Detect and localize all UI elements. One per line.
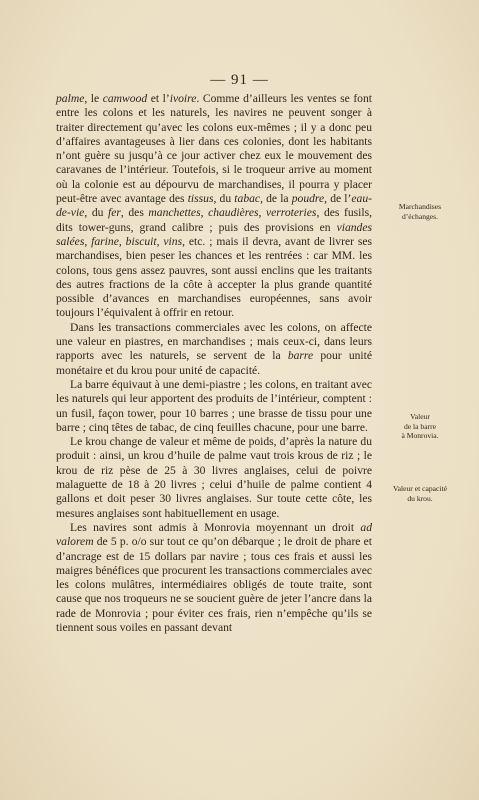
italic-run: poudre — [291, 192, 325, 206]
text-run: , du — [84, 206, 108, 220]
text-run: , — [84, 234, 92, 248]
text-run: , etc. ; mais il devra, avant de livrer ses marchandises, bien peser les chances et les rentrées : car MM. les colons, tous gens assez pauvres, sont aussi enclins que les traitants des autres fractions de la côte à accepter la plus grande quantité possible d’avances en marchandises européennes, sans avoir toujours l’équivalent à offrir en retour. — [56, 234, 373, 320]
paragraph — [56, 92, 372, 321]
italic-run: fer — [108, 206, 121, 220]
text-run: La barre équivaut à une demi-piastre ; les colons, en traitant avec les naturels qui leur apportent des produits de l’intérieur, comptent : un fusil, façon tower, pour 10 barres ; une brasse de tissu pour une barre ; cinq têtes de tabac, de cinq feuilles chacune, pour une barre. — [56, 377, 372, 434]
text-run: , du — [213, 192, 235, 206]
italic-run: verroteries — [266, 206, 317, 220]
margin-note — [380, 412, 460, 441]
paragraph — [56, 435, 372, 521]
margin-note — [380, 484, 460, 503]
text-run: de 5 p. o/o sur tout ce qu’on débarque ; le droit de phare et d’ancrage est de 15 dollars par navire ; tous ces frais et aussi les maigres bénéfices que procurent les transactions commerciales avec les colons mulâtres, intermédiaires obligés de toute traite, sont cause que nos troqueurs ne se soucient guère de jeter l’ancre dans la rade de Monrovia ; pour éviter ces frais, rien n’empêche qu’ils se tiennent sous voiles en passant devant — [56, 535, 372, 634]
body-text — [56, 92, 372, 635]
text-run: , le — [84, 92, 103, 105]
paragraph — [56, 521, 372, 635]
paragraph — [56, 378, 372, 435]
text-run: Le krou change de valeur et même de poids, d’après la nature du produit : ainsi, un krou d’huile de palme vaut trois krous de riz ; le krou de riz pèse de 25 à 30 livres anglaises, celui de poivre malaguette de 18 à 20 livres ; celui d’huile de palme contient 4 gallons et doit peser 30 livres anglaises. Sur toute cette côte, les mesures anglaises sont habituellement en usage. — [56, 435, 372, 520]
text-run: , des fusils, dits tower-guns, grand calibre ; puis des provisions en — [56, 206, 372, 234]
margin-note-line: Marchandises — [398, 202, 442, 211]
text-run: , — [200, 206, 209, 220]
text-run: , de la — [260, 192, 292, 206]
text-run: . Comme d’ailleurs les ventes se font entre les colons et les naturels, les navires ne peuvent songer à traiter directement qu’avec les colons eux-mêmes ; il y a donc peu d’affaires avantageuses à lier dans ces colonies, dont les habitants n’ont guère su jusqu’à ce jour activer chez eux le mouvement des caravanes de l’intérieur. Toutefois, si le troqueur arrive au moment où la colonie est au dépourvu de marchandises, il pourra y placer peut-être avec avantage des — [56, 92, 372, 206]
italic-run: camwood — [102, 92, 148, 105]
italic-run: chaudières — [208, 206, 259, 220]
italic-run: eau-de-vie — [56, 192, 372, 220]
page-number: — 91 — — [210, 72, 269, 88]
text-run: Dans les transactions commerciales avec les colons, on affecte une valeur en piastres, en marchandises ; mais ceux-ci, dans leurs rapports avec les naturels, se servent de la — [56, 320, 372, 363]
margin-note-line: de la barre — [403, 421, 437, 431]
margin-note-line: Valeur et capacité — [393, 484, 447, 493]
text-run: , — [156, 234, 164, 248]
italic-run: tabac — [234, 192, 261, 206]
text-run: , de l’ — [324, 192, 352, 206]
margin-note-line: d’échanges. — [401, 211, 439, 221]
text-run: et l’ — [147, 92, 170, 105]
italic-run: barre — [287, 349, 314, 363]
italic-run: manchettes — [148, 206, 201, 220]
margin-note-line: Valeur — [410, 412, 430, 421]
text-run: Les navires sont admis à Monrovia moyennant un droit — [70, 520, 361, 534]
italic-run: tissus — [187, 192, 214, 206]
italic-run: ad valorem — [56, 520, 372, 549]
paragraph — [56, 321, 372, 378]
italic-run: viandes salées — [56, 220, 372, 248]
margin-note-line: du krou. — [407, 493, 433, 503]
italic-run: palme — [56, 92, 85, 105]
margin-note-line: à Monrovia. — [401, 431, 439, 440]
text-run: pour unité monétaire et du krou pour unité de capacité. — [56, 349, 373, 377]
italic-run: farine — [91, 234, 119, 248]
margin-note — [380, 202, 460, 221]
text-run: , — [258, 206, 266, 220]
italic-run: ivoire — [169, 92, 197, 105]
text-run: , des — [120, 206, 149, 220]
text-run: , — [118, 234, 126, 248]
italic-run: vins — [163, 234, 183, 248]
italic-run: biscuit — [125, 234, 157, 248]
